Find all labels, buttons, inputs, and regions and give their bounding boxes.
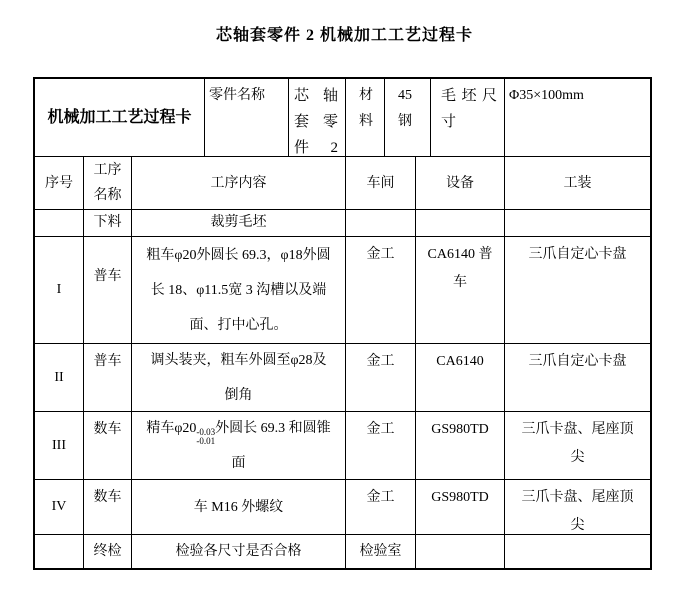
row-blanking-seq-cell bbox=[35, 210, 84, 237]
col-header-workshop bbox=[346, 157, 416, 210]
page-title: 芯轴套零件 2 机械加工工艺过程卡 bbox=[215, 27, 473, 44]
equipment-value: CA6140 普车 bbox=[427, 247, 493, 290]
material-label-cell bbox=[346, 79, 385, 157]
row-II-equipment-cell bbox=[416, 344, 505, 412]
process-name: 下料 bbox=[93, 215, 122, 230]
process-content: 粗车φ20外圆长 69.3，φ18外圆长 18、φ11.5宽 3 沟槽以及端面、打中心孔。 bbox=[146, 247, 331, 333]
process-content: 裁剪毛坯 bbox=[210, 215, 267, 230]
tooling-value: 三爪卡盘、尾座顶尖 bbox=[521, 490, 634, 533]
col-header-workshop-label: 车间 bbox=[366, 175, 395, 191]
workshop-value: 检验室 bbox=[359, 543, 402, 559]
card-title-cell bbox=[35, 79, 205, 157]
col-header-tooling-label: 工装 bbox=[563, 175, 592, 191]
row-blanking-content-cell bbox=[132, 210, 346, 237]
process-card-table bbox=[33, 77, 652, 570]
seq-value: II bbox=[54, 369, 64, 385]
blank-size-label-cell bbox=[431, 79, 505, 157]
col-header-seq-label: 序号 bbox=[45, 175, 73, 191]
workshop-value: 金工 bbox=[366, 490, 395, 505]
content-prefix: 精车φ20 bbox=[146, 420, 197, 436]
row-final-content-cell bbox=[132, 535, 346, 568]
row-IV-content-cell bbox=[132, 480, 346, 535]
col-header-seq bbox=[35, 157, 84, 210]
part-name-value-cell bbox=[289, 79, 346, 157]
row-II-workshop-cell bbox=[346, 344, 416, 412]
content-suffix: 外圆长 69.3 和圆锥面 bbox=[215, 420, 331, 471]
row-IV-workshop-cell bbox=[346, 480, 416, 535]
row-IV-name-cell bbox=[84, 480, 132, 535]
material-label: 材料 bbox=[359, 88, 373, 129]
col-header-name bbox=[84, 157, 132, 210]
part-name-label-cell bbox=[205, 79, 289, 157]
row-III-tooling-cell bbox=[505, 412, 650, 480]
workshop-value: 金工 bbox=[366, 354, 395, 369]
col-header-equipment-label: 设备 bbox=[446, 175, 474, 191]
equipment-value: CA6140 bbox=[436, 354, 484, 369]
process-content bbox=[144, 412, 334, 480]
row-II-tooling-cell bbox=[505, 344, 650, 412]
blank-size-value-cell bbox=[505, 79, 650, 157]
process-name: 终检 bbox=[93, 543, 122, 559]
row-III-workshop-cell bbox=[346, 412, 416, 480]
material-value: 45钢 bbox=[398, 88, 412, 129]
col-header-content bbox=[132, 157, 346, 210]
process-name: 数车 bbox=[93, 490, 122, 505]
process-content: 检验各尺寸是否合格 bbox=[175, 543, 302, 559]
tolerance-lower: -0.01 bbox=[196, 435, 216, 446]
row-III-content-cell bbox=[132, 412, 346, 480]
process-name: 普车 bbox=[93, 354, 122, 369]
tolerance-upper: -0.03 bbox=[196, 426, 216, 437]
seq-value: I bbox=[56, 282, 62, 297]
row-blanking-name-cell bbox=[84, 210, 132, 237]
part-name-label: 零件名称 bbox=[209, 88, 265, 103]
blank-size-value: Φ35×100mm bbox=[509, 88, 584, 103]
row-IV-equipment-cell bbox=[416, 480, 505, 535]
row-I-name-cell bbox=[84, 237, 132, 344]
row-I-seq-cell bbox=[35, 237, 84, 344]
col-header-equipment bbox=[416, 157, 505, 210]
col-header-content-label: 工序内容 bbox=[210, 175, 267, 191]
row-IV-seq-cell bbox=[35, 480, 84, 535]
card-title: 机械加工工艺过程卡 bbox=[47, 108, 192, 126]
blank-size-label: 毛坯尺寸 bbox=[441, 88, 499, 130]
workshop-value: 金工 bbox=[366, 247, 395, 262]
row-I-tooling-cell bbox=[505, 237, 650, 344]
row-final-workshop-cell bbox=[346, 535, 416, 568]
col-header-tooling bbox=[505, 157, 650, 210]
row-I-workshop-cell bbox=[346, 237, 416, 344]
process-name: 普车 bbox=[93, 269, 122, 284]
row-II-content-cell bbox=[132, 344, 346, 412]
row-II-name-cell bbox=[84, 344, 132, 412]
process-name: 数车 bbox=[93, 422, 122, 437]
workshop-value: 金工 bbox=[366, 422, 395, 437]
tooling-value: 三爪卡盘、尾座顶尖 bbox=[521, 422, 634, 465]
equipment-value: GS980TD bbox=[431, 422, 489, 437]
equipment-value: GS980TD bbox=[431, 490, 489, 505]
row-II-seq-cell bbox=[35, 344, 84, 412]
col-header-name-label: 工序名称 bbox=[93, 163, 122, 203]
row-III-seq-cell bbox=[35, 412, 84, 480]
tooling-value: 三爪自定心卡盘 bbox=[528, 354, 627, 369]
row-blanking-tooling-cell bbox=[505, 210, 650, 237]
row-I-equipment-cell bbox=[416, 237, 505, 344]
row-final-equipment-cell bbox=[416, 535, 505, 568]
row-III-name-cell bbox=[84, 412, 132, 480]
row-final-tooling-cell bbox=[505, 535, 650, 568]
seq-value: III bbox=[52, 437, 66, 453]
row-IV-tooling-cell bbox=[505, 480, 650, 535]
row-I-content-cell bbox=[132, 237, 346, 344]
material-value-cell bbox=[385, 79, 431, 157]
tolerance-stack bbox=[196, 428, 215, 446]
tooling-value: 三爪自定心卡盘 bbox=[528, 247, 627, 262]
seq-value: IV bbox=[51, 499, 67, 514]
row-blanking-equipment-cell bbox=[416, 210, 505, 237]
part-name-value: 芯轴套零件2 bbox=[294, 88, 340, 156]
process-content: 车 M16 外螺纹 bbox=[193, 499, 284, 515]
row-final-seq-cell bbox=[35, 535, 84, 568]
process-content: 调头装夹，粗车外圆至φ28及倒角 bbox=[150, 352, 327, 403]
row-blanking-workshop-cell bbox=[346, 210, 416, 237]
row-final-name-cell bbox=[84, 535, 132, 568]
row-III-equipment-cell bbox=[416, 412, 505, 480]
